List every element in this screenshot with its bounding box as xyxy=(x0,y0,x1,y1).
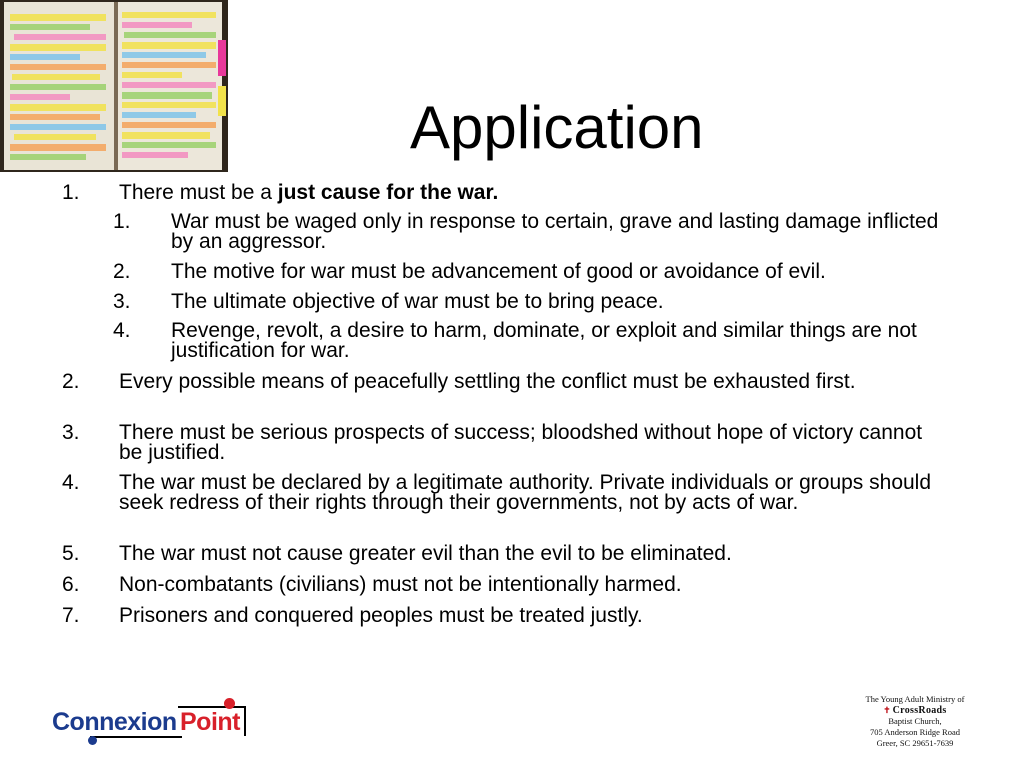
list-number: 3. xyxy=(113,290,131,313)
list-text xyxy=(119,183,949,203)
ministry-line: The Young Adult Ministry of xyxy=(865,694,965,704)
list-text: The motive for war must be advancement of good or avoidance of evil. xyxy=(171,260,826,283)
list-number: 5. xyxy=(62,542,80,565)
list-text: Non-combatants (civilians) must not be intentionally harmed. xyxy=(119,573,682,596)
blue-dot-icon xyxy=(88,736,97,745)
list-number: 1. xyxy=(113,210,131,233)
list-text: There must be serious prospects of success; bloodshed without hope of victory cannot be justified. xyxy=(119,421,923,464)
address-line: 705 Anderson Ridge Road xyxy=(870,727,960,737)
list-number: 1. xyxy=(62,181,80,204)
cross-icon: ✝ xyxy=(883,705,891,715)
list-number: 2. xyxy=(62,370,80,393)
connexion-point-logo xyxy=(52,696,252,746)
logo-word-point: Point xyxy=(180,708,240,736)
logo-word-connexion: Connexion xyxy=(52,708,177,736)
list-text: Every possible means of peacefully settling the conflict must be exhausted first. xyxy=(119,370,856,393)
list-text: Prisoners and conquered peoples must be treated justly. xyxy=(119,604,643,627)
list-text: The war must be declared by a legitimate authority. Private individuals or groups should seek redress of their rights through their governments, not by acts of war. xyxy=(119,471,932,514)
slide-title: Application xyxy=(410,94,704,161)
list-number: 6. xyxy=(62,573,80,596)
crossroads-brand xyxy=(850,705,980,716)
crossroads-church-logo xyxy=(850,694,980,758)
church-line: Baptist Church, xyxy=(888,716,942,726)
list-text: The ultimate objective of war must be to bring peace. xyxy=(171,290,664,313)
city-line: Greer, SC 29651-7639 xyxy=(876,738,954,748)
highlighted-bible-icon xyxy=(0,0,228,172)
list-text: War must be waged only in response to certain, grave and lasting damage inflicted by an aggressor. xyxy=(171,210,939,253)
list-number: 4. xyxy=(113,319,131,342)
list-text: The war must not cause greater evil than the evil to be eliminated. xyxy=(119,542,732,565)
list-number: 2. xyxy=(113,260,131,283)
list-text: Revenge, revolt, a desire to harm, dominate, or exploit and similar things are not justification for war. xyxy=(171,319,917,362)
brand-text: CrossRoads xyxy=(892,705,947,716)
bible-photo xyxy=(0,0,228,172)
list-number: 7. xyxy=(62,604,80,627)
list-number: 3. xyxy=(62,421,80,444)
list-text-plain: There must be a xyxy=(119,181,278,204)
list-text-bold: just cause for the war. xyxy=(277,181,499,204)
list-number: 4. xyxy=(62,471,80,494)
